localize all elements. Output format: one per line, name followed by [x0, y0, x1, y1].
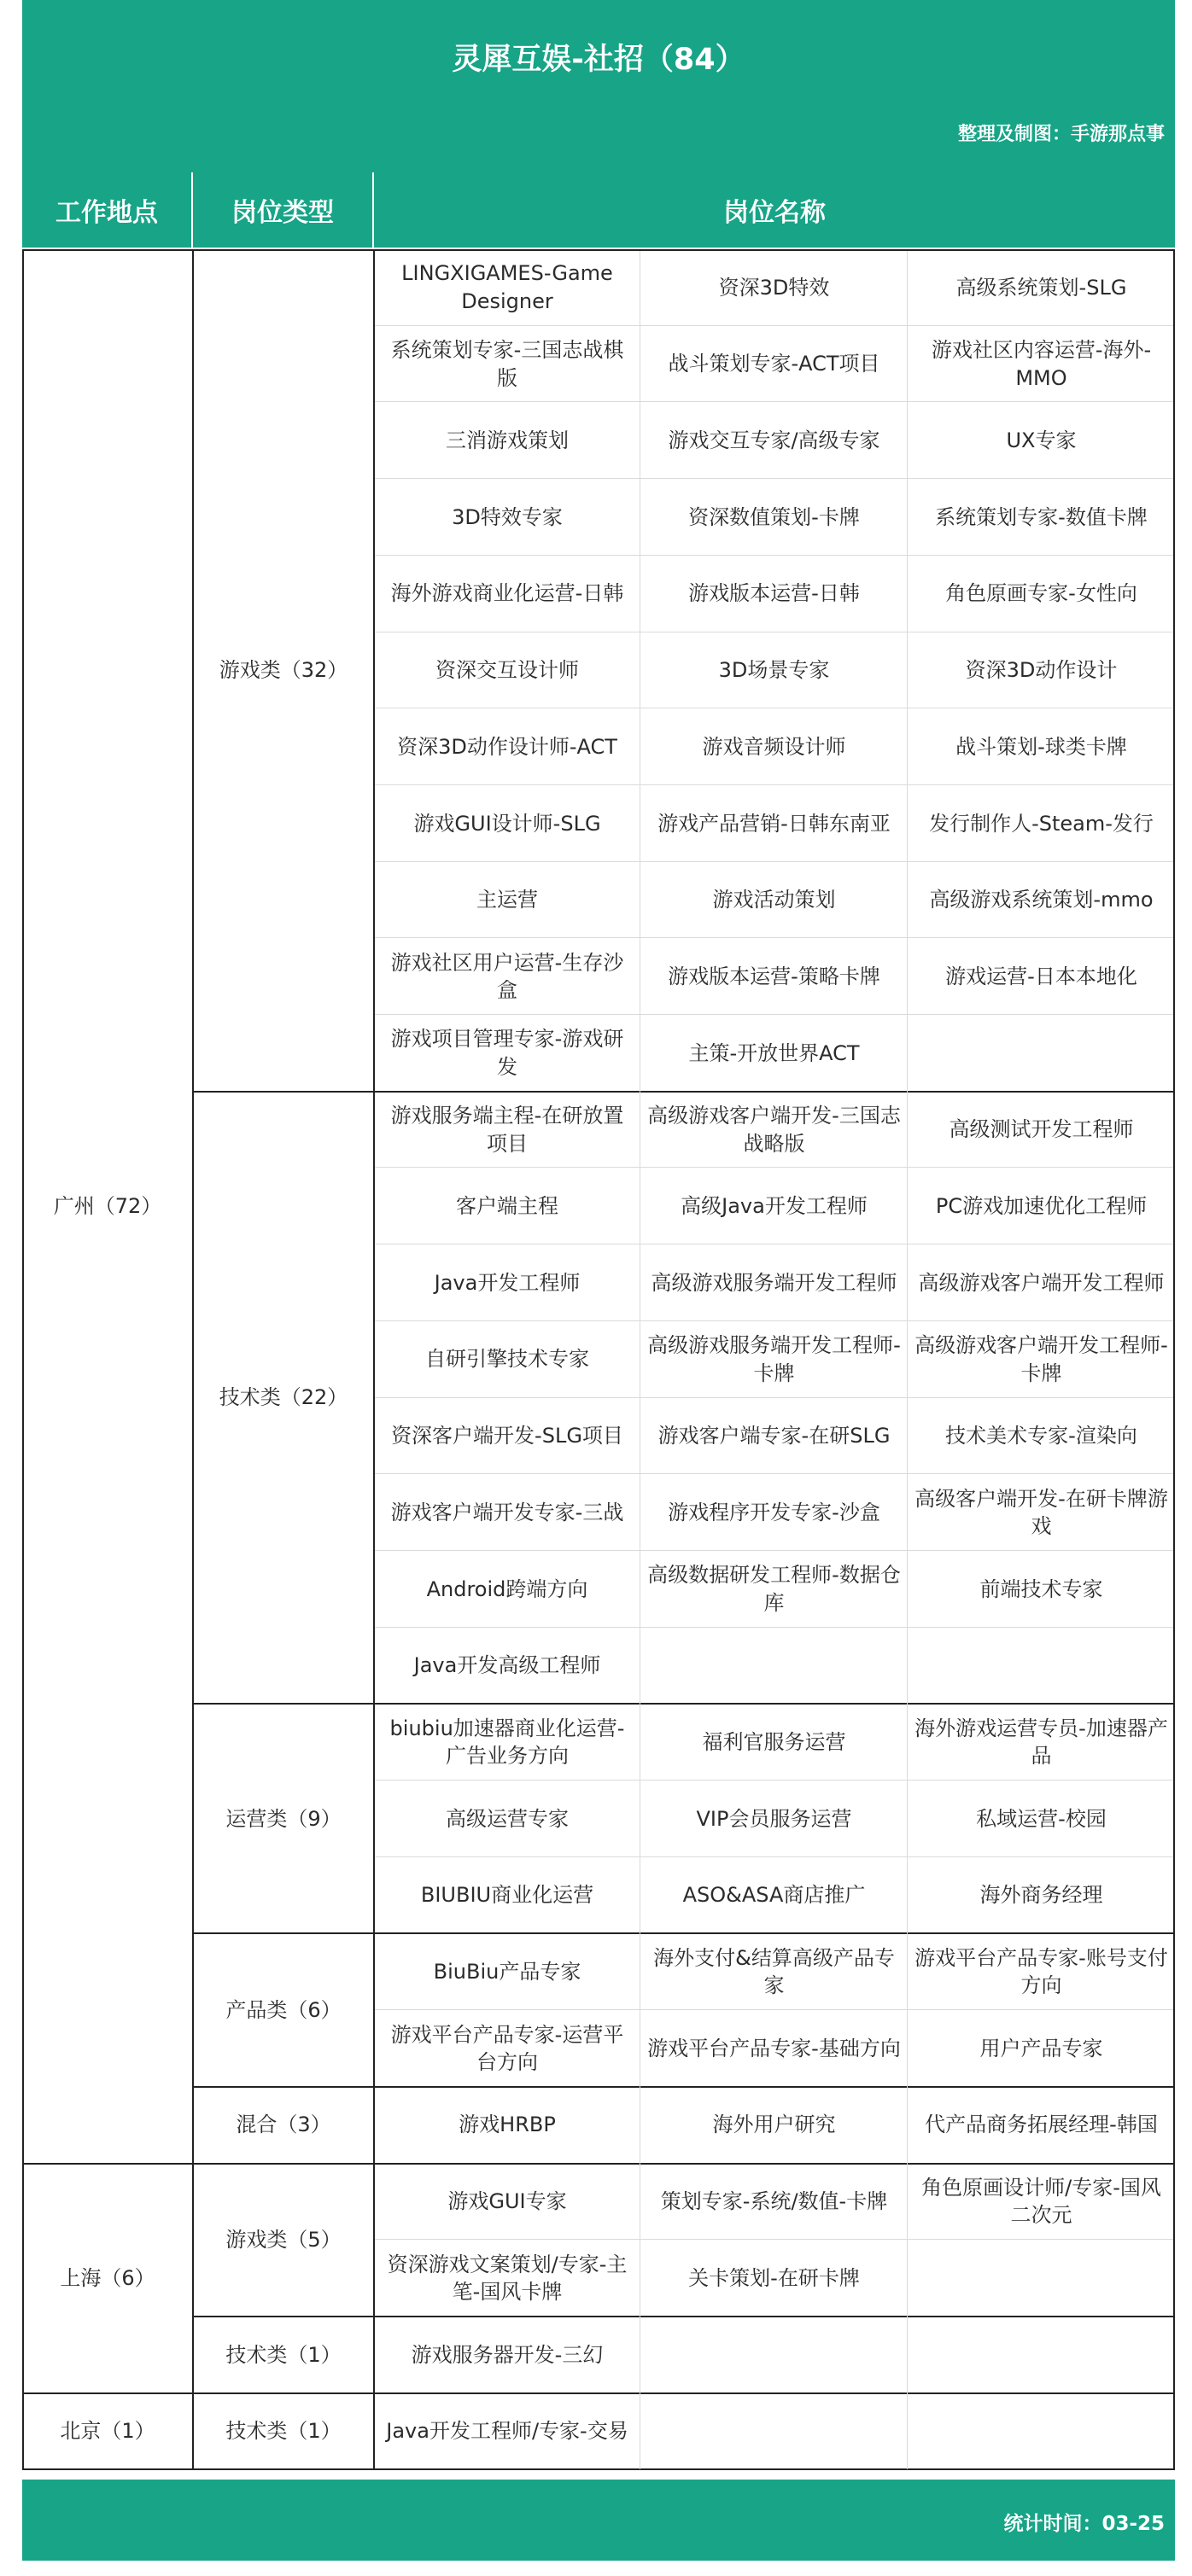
position-cell: 发行制作人-Steam-发行: [929, 811, 1154, 836]
position-cell: 高级Java开发工程师: [681, 1194, 868, 1219]
stat-time: 统计时间：03-25: [1003, 2513, 1165, 2535]
position-cell: 代产品商务拓展经理-韩国: [925, 2113, 1158, 2137]
recruitment-sheet: [22, 0, 1175, 2444]
position-cell: 海外支付&结算高级产品专家: [653, 1945, 895, 1998]
location-cell: 广州（72）: [53, 1194, 162, 1219]
title-band: [22, 0, 1175, 174]
position-cell: [908, 1628, 1175, 1705]
position-cell: 游戏平台产品专家-运营平台方向: [390, 2022, 624, 2074]
position-cell: ASO&ASA商店推广: [682, 1883, 866, 1908]
header-positions: 岗位名称: [723, 198, 826, 228]
location-border: [22, 2468, 1175, 2470]
position-cell: [640, 1628, 908, 1705]
position-cell: Java开发工程师: [434, 1270, 581, 1295]
position-cell: 主运营: [476, 888, 538, 912]
position-cell: 游戏版本运营-策略卡牌: [668, 964, 880, 988]
location-cell: 上海（6）: [60, 2265, 155, 2290]
position-cell: 前端技术专家: [979, 1576, 1103, 1601]
position-cell: 策划专家-系统/数值-卡牌: [660, 2189, 888, 2214]
position-cell: LINGXIGAMES-Game Designer: [401, 261, 613, 313]
position-cell: Java开发高级工程师: [413, 1653, 601, 1678]
position-cell: 福利官服务运营: [702, 1729, 846, 1754]
position-cell: 高级系统策划-SLG: [955, 275, 1127, 300]
position-cell: 高级游戏客户端开发工程师-卡牌: [914, 1333, 1168, 1385]
position-cell: 游戏社区内容运营-海外-MMO: [931, 338, 1152, 390]
category-cell: 混合（3）: [236, 2113, 331, 2137]
vline-col2: [373, 249, 375, 2469]
position-cell: BiuBiu产品专家: [433, 1960, 581, 1984]
position-cell: PC游戏加速优化工程师: [935, 1194, 1148, 1219]
position-cell: 战斗策划-球类卡牌: [955, 734, 1127, 759]
position-cell: 资深数值策划-卡牌: [688, 504, 860, 529]
position-cell: 游戏GUI设计师-SLG: [413, 811, 601, 836]
category-cell: 技术类（22）: [219, 1385, 348, 1410]
position-cell: 游戏交互专家/高级专家: [668, 428, 880, 453]
position-cell: 高级测试开发工程师: [949, 1117, 1134, 1142]
position-cell: 3D场景专家: [718, 658, 830, 683]
position-cell: [640, 2393, 908, 2470]
position-cell: 游戏服务器开发-三幻: [411, 2342, 604, 2367]
position-cell: 游戏GUI专家: [447, 2189, 567, 2214]
position-cell: 私域运营-校园: [976, 1806, 1107, 1831]
position-cell: [908, 2317, 1175, 2393]
position-cell: 高级运营专家: [446, 1806, 569, 1831]
position-cell: [908, 2393, 1175, 2470]
position-cell: 游戏项目管理专家-游戏研发: [390, 1027, 624, 1079]
position-cell: 资深客户端开发-SLG项目: [391, 1424, 623, 1448]
category-cell: 运营类（9）: [225, 1806, 342, 1831]
vline-right: [1173, 249, 1175, 2469]
position-cell: 游戏平台产品专家-基础方向: [647, 2036, 901, 2060]
position-cell: 系统策划专家-三国志战棋版: [390, 338, 624, 390]
position-cell: 资深游戏文案策划/专家-主笔-国风卡牌: [387, 2252, 628, 2305]
position-cell: 游戏客户端开发专家-三战: [390, 1500, 624, 1524]
position-cell: 海外用户研究: [712, 2113, 836, 2137]
credit-text: 整理及制图：手游那点事: [957, 124, 1165, 145]
header-location: 工作地点: [22, 172, 193, 248]
location-cell: 北京（1）: [60, 2419, 155, 2444]
position-cell: 高级游戏客户端开发-三国志战略版: [647, 1104, 901, 1156]
header-category: 岗位类型: [193, 172, 374, 248]
table-header: [22, 172, 1175, 248]
position-cell: 主策-开放世界ACT: [688, 1040, 860, 1065]
position-cell: 游戏社区用户运营-生存沙盒: [390, 950, 624, 1003]
page-title: 灵犀互娱-社招（84）: [452, 43, 745, 77]
position-cell: 角色原画设计师/专家-国风二次元: [921, 2175, 1161, 2228]
position-cell: 资深3D动作设计师-ACT: [397, 734, 617, 759]
category-cell: 游戏类（32）: [219, 658, 348, 683]
position-cell: UX专家: [1006, 428, 1077, 453]
position-cell: 游戏产品营销-日韩东南亚: [657, 811, 891, 836]
position-cell: 游戏版本运营-日韩: [688, 581, 860, 606]
position-cell: 高级客户端开发-在研卡牌游戏: [914, 1486, 1168, 1539]
position-cell: 资深3D特效: [718, 275, 830, 300]
position-cell: 高级游戏服务端开发工程师-卡牌: [647, 1333, 901, 1385]
position-cell: 游戏客户端专家-在研SLG: [657, 1424, 891, 1448]
position-cell: 海外商务经理: [979, 1883, 1103, 1908]
position-cell: 技术美术专家-渲染向: [945, 1424, 1137, 1448]
position-cell: 三消游戏策划: [446, 428, 569, 453]
position-cell: 用户产品专家: [979, 2036, 1103, 2060]
position-cell: 游戏HRBP: [459, 2113, 556, 2137]
position-cell: 游戏平台产品专家-账号支付方向: [914, 1945, 1168, 1998]
category-cell: 技术类（1）: [225, 2342, 342, 2367]
vline-pos2: [907, 249, 908, 2469]
vline-left: [22, 249, 24, 2469]
position-cell: 高级数据研发工程师-数据仓库: [647, 1563, 901, 1615]
position-cell: 游戏活动策划: [712, 888, 836, 912]
position-cell: 角色原画专家-女性向: [945, 581, 1137, 606]
category-cell: 技术类（1）: [225, 2419, 342, 2444]
position-cell: BIUBIU商业化运营: [420, 1883, 594, 1908]
position-cell: [640, 2317, 908, 2393]
position-cell: 自研引擎技术专家: [425, 1347, 589, 1372]
position-cell: 游戏音频设计师: [702, 734, 846, 759]
category-cell: 游戏类（5）: [225, 2228, 342, 2252]
position-cell: 客户端主程: [456, 1194, 558, 1219]
position-cell: 高级游戏服务端开发工程师: [651, 1270, 897, 1295]
hline-top: [22, 249, 1175, 251]
position-cell: 高级游戏客户端开发工程师: [918, 1270, 1165, 1295]
position-cell: 高级游戏系统策划-mmo: [929, 888, 1154, 912]
position-cell: VIP会员服务运营: [696, 1806, 852, 1831]
position-cell: 资深3D动作设计: [965, 658, 1118, 683]
position-cell: 游戏程序开发专家-沙盒: [668, 1500, 880, 1524]
position-cell: 战斗策划专家-ACT项目: [668, 352, 880, 376]
position-cell: 游戏运营-日本本地化: [945, 964, 1137, 988]
position-cell: 3D特效专家: [452, 504, 563, 529]
footer-band: [22, 2480, 1175, 2561]
position-cell: Android跨端方向: [426, 1576, 588, 1601]
vline-col1: [192, 249, 194, 2469]
position-cell: 资深交互设计师: [435, 658, 579, 683]
position-cell: 游戏服务端主程-在研放置项目: [390, 1104, 624, 1156]
position-cell: 海外游戏商业化运营-日韩: [390, 581, 624, 606]
position-cell: 关卡策划-在研卡牌: [688, 2265, 860, 2290]
position-cell: 系统策划专家-数值卡牌: [935, 504, 1148, 529]
position-cell: 海外游戏运营专员-加速器产品: [914, 1716, 1168, 1769]
position-cell: biubiu加速器商业化运营-广告业务方向: [389, 1716, 625, 1769]
category-cell: 产品类（6）: [225, 1997, 342, 2022]
position-cell: [908, 2240, 1175, 2317]
position-cell: Java开发工程师/专家-交易: [386, 2419, 628, 2444]
position-cell: [908, 1015, 1175, 1092]
